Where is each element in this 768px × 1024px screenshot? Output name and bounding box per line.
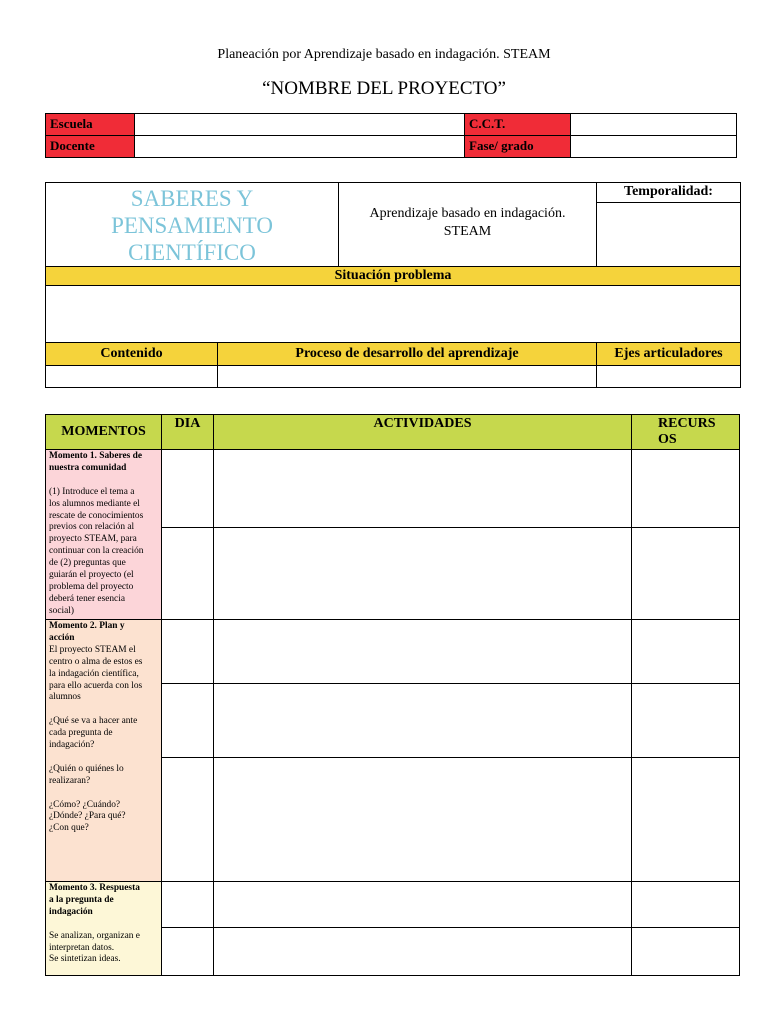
m2-line: la indagación científica, — [49, 668, 139, 679]
contenido-field[interactable] — [46, 366, 218, 388]
m2-question: ¿Cómo? ¿Cuándo? — [49, 799, 121, 810]
m2-title-1: Momento 2. Plan y — [49, 621, 125, 631]
m1-line: de (2) preguntas que — [49, 558, 126, 569]
momento-1-cell — [46, 450, 162, 620]
docente-label: Docente — [46, 136, 135, 158]
m1-line: deberá tener esencia — [49, 593, 125, 604]
m2-actividades-field-3[interactable] — [214, 758, 632, 882]
project-title: “NOMBRE DEL PROYECTO” — [262, 78, 506, 99]
momento-2-cell — [46, 620, 162, 882]
m2-recursos-field-2[interactable] — [632, 684, 740, 758]
cct-field[interactable] — [571, 114, 737, 136]
m1-recursos-field-2[interactable] — [632, 528, 740, 620]
escuela-field[interactable] — [135, 114, 465, 136]
m2-question: ¿Con que? — [49, 823, 89, 834]
title-line-2: PENSAMIENTO — [111, 213, 273, 238]
situacion-problema-header: Situación problema — [46, 267, 741, 286]
m3-title-1: Momento 3. Respuesta — [49, 883, 140, 893]
recursos-header — [632, 415, 740, 450]
m1-actividades-field-1[interactable] — [214, 450, 632, 528]
m1-dia-field-2[interactable] — [162, 528, 214, 620]
proceso-header: Proceso de desarrollo del aprendizaje — [218, 343, 597, 366]
m3-title-3: indagación — [49, 906, 93, 917]
m1-actividades-field-2[interactable] — [214, 528, 632, 620]
metodologia-cell — [339, 183, 597, 267]
recursos-line-1: RECURS — [658, 416, 716, 431]
m2-actividades-field-2[interactable] — [214, 684, 632, 758]
m3-line: interpretan datos. — [49, 942, 115, 953]
dia-header: DIA — [162, 415, 214, 450]
m2-question: indagación? — [49, 740, 95, 751]
m2-line: El proyecto STEAM el — [49, 644, 136, 655]
m1-line: social) — [49, 605, 74, 616]
m2-question: cada pregunta de — [49, 728, 113, 739]
m3-dia-field-1[interactable] — [162, 882, 214, 928]
m2-actividades-field-1[interactable] — [214, 620, 632, 684]
cct-label: C.C.T. — [465, 114, 571, 136]
m3-actividades-field-1[interactable] — [214, 882, 632, 928]
m3-dia-field-2[interactable] — [162, 928, 214, 976]
fase-field[interactable] — [571, 136, 737, 158]
m2-question: ¿Dónde? ¿Para qué? — [49, 811, 126, 822]
document-subtitle: Planeación por Aprendizaje basado en indagación. STEAM — [217, 47, 551, 62]
m1-line: los alumnos mediante el — [49, 498, 140, 509]
momento-3-cell — [46, 882, 162, 976]
info-table — [45, 113, 737, 158]
proceso-field[interactable] — [218, 366, 597, 388]
contenido-header: Contenido — [46, 343, 218, 366]
m2-line: alumnos — [49, 692, 81, 703]
docente-field[interactable] — [135, 136, 465, 158]
saberes-table — [45, 182, 741, 388]
m1-line: guiarán el proyecto (el — [49, 570, 134, 581]
method-line-2: STEAM — [443, 224, 492, 239]
title-line-1: SABERES Y — [130, 186, 254, 211]
m1-line: proyecto STEAM, para — [49, 534, 137, 545]
m2-dia-field-2[interactable] — [162, 684, 214, 758]
m1-dia-field-1[interactable] — [162, 450, 214, 528]
m2-line: para ello acuerda con los — [49, 680, 143, 691]
method-line-1: Aprendizaje basado en indagación. — [369, 206, 566, 221]
fase-label: Fase/ grado — [465, 136, 571, 158]
m2-dia-field-3[interactable] — [162, 758, 214, 882]
m1-line: previos con relación al — [49, 522, 135, 533]
m2-recursos-field-1[interactable] — [632, 620, 740, 684]
ejes-field[interactable] — [597, 366, 741, 388]
m2-dia-field-1[interactable] — [162, 620, 214, 684]
temporalidad-label: Temporalidad: — [597, 183, 741, 203]
m1-line: continuar con la creación — [49, 546, 144, 557]
m1-line: (1) Introduce el tema a — [49, 486, 135, 497]
m2-question: ¿Qué se va a hacer ante — [49, 716, 138, 727]
campo-formativo-title — [46, 183, 339, 267]
m1-recursos-field-1[interactable] — [632, 450, 740, 528]
m3-recursos-field-2[interactable] — [632, 928, 740, 976]
situacion-problema-field[interactable] — [46, 286, 741, 343]
temporalidad-field[interactable] — [597, 202, 741, 266]
m3-line: Se analizan, organizan e — [49, 930, 140, 941]
m1-title-2: nuestra comunidad — [49, 462, 127, 473]
m3-actividades-field-2[interactable] — [214, 928, 632, 976]
m3-line: Se sintetizan ideas. — [49, 954, 121, 965]
m1-line: problema del proyecto — [49, 581, 134, 592]
m1-line: rescate de conocimientos — [49, 510, 144, 521]
recursos-line-2: OS — [658, 432, 677, 447]
momentos-header: MOMENTOS — [46, 415, 162, 450]
escuela-label: Escuela — [46, 114, 135, 136]
ejes-header: Ejes articuladores — [597, 343, 741, 366]
m2-title-2: acción — [49, 632, 75, 643]
m3-title-2: a la pregunta de — [49, 894, 114, 905]
m2-question: realizaran? — [49, 775, 91, 786]
actividades-header: ACTIVIDADES — [214, 415, 632, 450]
m2-question: ¿Quién o quiénes lo — [49, 763, 124, 774]
m2-line: centro o alma de estos es — [49, 656, 143, 667]
momentos-table — [45, 414, 740, 976]
m3-recursos-field-1[interactable] — [632, 882, 740, 928]
m1-title-1: Momento 1. Saberes de — [49, 451, 143, 461]
title-line-3: CIENTÍFICO — [128, 240, 256, 265]
m2-recursos-field-3[interactable] — [632, 758, 740, 882]
